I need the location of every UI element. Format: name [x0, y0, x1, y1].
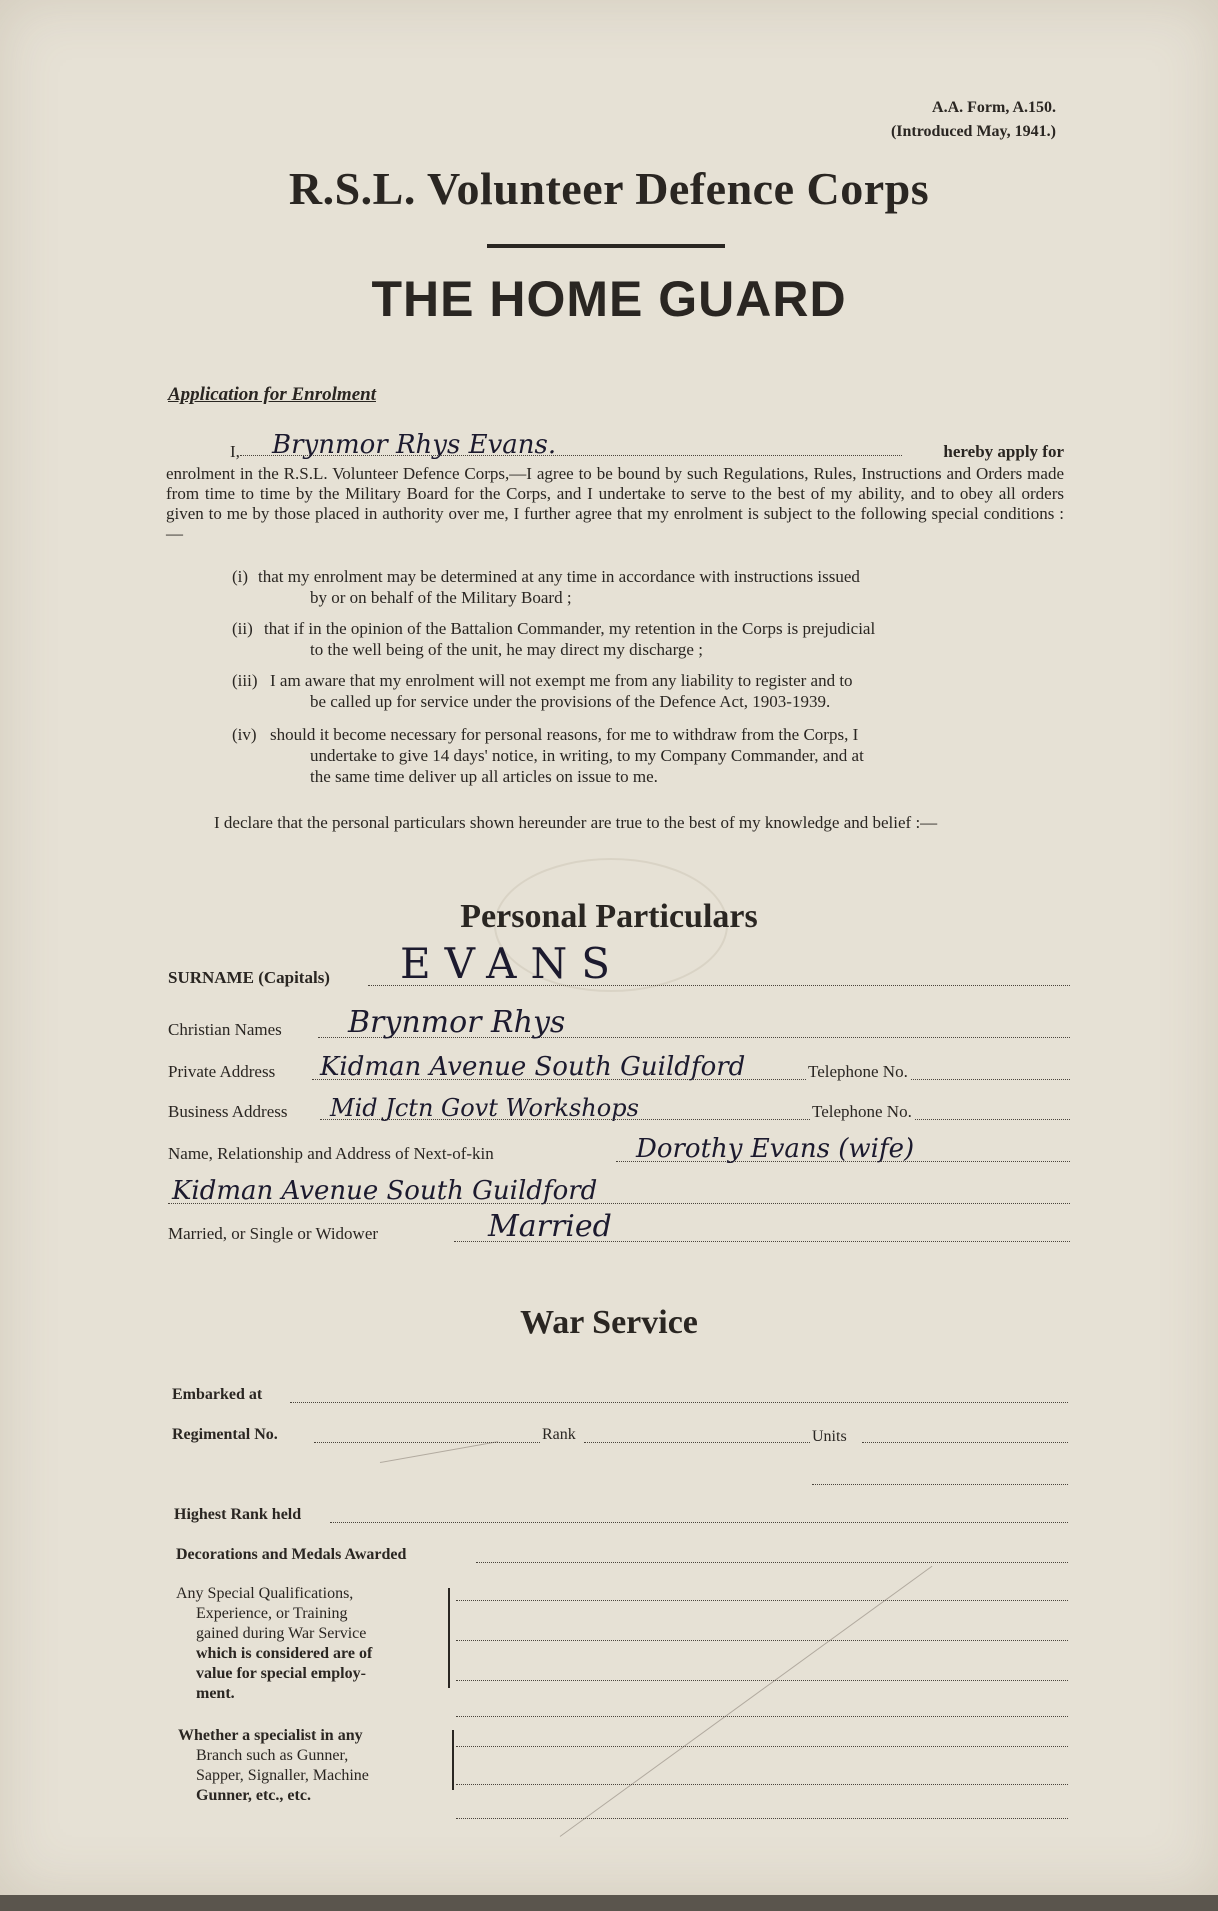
form-introduced: (Introduced May, 1941.): [890, 123, 1056, 140]
application-heading: Application for Enrolment: [168, 384, 376, 405]
decorations-label: Decorations and Medals Awarded: [176, 1546, 407, 1563]
rank-label: Rank: [542, 1426, 576, 1443]
surname-field[interactable]: SURNAME (Capitals) EVANS: [168, 966, 1070, 992]
regimental-line[interactable]: [314, 1442, 540, 1443]
units-line-2[interactable]: [812, 1484, 1068, 1485]
pen-stroke: [380, 1441, 498, 1463]
telephone-label-1: Telephone No.: [808, 1062, 908, 1081]
specialist-line-2[interactable]: [456, 1784, 1068, 1785]
condition-2: (ii) that if in the opinion of the Battalion Commander, my retention in the Corps is prejudicial to the well being of the unit, he may direct my discharge ;: [232, 619, 876, 659]
specialist-label: Whether a specialist in any Branch such as Gunner, Sapper, Signaller, Machine Gunner, etc., etc.: [178, 1727, 369, 1804]
decorations-line[interactable]: [476, 1562, 1068, 1563]
war-service-heading: War Service: [520, 1304, 698, 1341]
units-line[interactable]: [862, 1442, 1068, 1443]
rank-line[interactable]: [584, 1442, 810, 1443]
table-surface: [0, 1895, 1218, 1911]
regimental-label: Regimental No.: [172, 1426, 278, 1443]
qualifications-line-4[interactable]: [456, 1716, 1068, 1717]
pen-stroke-diagonal: [560, 1566, 933, 1837]
surname-value: EVANS: [400, 939, 624, 988]
applicant-name-handwritten: Brynmor Rhys Evans.: [272, 430, 557, 460]
telephone-label-2: Telephone No.: [812, 1102, 912, 1121]
business-address-value: Mid Jctn Govt Workshops: [330, 1094, 639, 1122]
highest-rank-label: Highest Rank held: [174, 1506, 302, 1523]
specialist-line-1[interactable]: [456, 1746, 1068, 1747]
qualifications-line-3[interactable]: [456, 1680, 1068, 1681]
corps-title: R.S.L. Volunteer Defence Corps: [288, 163, 930, 214]
form-number: A.A. Form, A.150.: [932, 99, 1056, 116]
highest-rank-line[interactable]: [330, 1522, 1068, 1523]
form-reference: [891, 96, 1056, 144]
next-of-kin-address-value: Kidman Avenue South Guildford: [172, 1176, 598, 1206]
business-address-field[interactable]: Business Address Mid Jctn Govt Workshops Telephone No.: [168, 1100, 1070, 1126]
applicant-line: [166, 430, 1064, 464]
marital-status-value: Married: [488, 1209, 612, 1244]
private-address-field[interactable]: Private Address Kidman Avenue South Guildford Telephone No.: [168, 1060, 1070, 1086]
next-of-kin-address-field[interactable]: [168, 1176, 1070, 1210]
embarked-line[interactable]: [290, 1402, 1068, 1403]
home-guard-title: THE HOME GUARD: [371, 271, 847, 327]
applicant-prefix: I,: [230, 442, 240, 461]
condition-3: (iii) I am aware that my enrolment will not exempt me from any liability to register and to be called up for service under the provisions of the Defence Act, 1903-1939.: [232, 671, 853, 711]
qualifications-line-2[interactable]: [456, 1640, 1068, 1641]
christian-names-field[interactable]: Christian Names Brynmor Rhys: [168, 1018, 1070, 1044]
condition-4: (iv) should it become necessary for personal reasons, for me to withdraw from the Corps, I undertake to give 14 days' notice, in writing, to my Company Commander, and at the same time deliver up all articles on issue to me.: [232, 725, 864, 786]
condition-1: (i) that my enrolment may be determined at any time in accordance with instructions issued by or on behalf of the Military Board ;: [232, 567, 860, 607]
next-of-kin-value: Dorothy Evans (wife): [636, 1134, 915, 1164]
qualifications-brace: [440, 1588, 450, 1688]
units-label: Units: [812, 1428, 847, 1445]
qualifications-line-1[interactable]: [456, 1600, 1068, 1601]
qualifications-label: Any Special Qualifications, Experience, or Training gained during War Service which is considered are of value for special employ- ment.: [176, 1585, 373, 1702]
applicant-suffix: hereby apply for: [943, 442, 1064, 461]
specialist-brace: [444, 1730, 454, 1790]
declaration: I declare that the personal particulars shown hereunder are true to the best of my knowledge and belief :—: [214, 813, 938, 832]
christian-names-value: Brynmor Rhys: [348, 1005, 566, 1040]
personal-particulars-heading: Personal Particulars: [460, 898, 758, 935]
private-address-value: Kidman Avenue South Guildford: [320, 1052, 746, 1082]
marital-status-field[interactable]: Married, or Single or Widower Married: [168, 1222, 1070, 1248]
embarked-label: Embarked at: [172, 1386, 263, 1403]
title-divider: [487, 244, 725, 248]
specialist-line-3[interactable]: [456, 1818, 1068, 1819]
enrolment-paragraph: enrolment in the R.S.L. Volunteer Defence Corps,—I agree to be bound by such Regulations, Rules, Instructions and Orders made from time to time by the Military Board for the Corps, and I undertake to serve to the best of my ability, and to obey all orders given to me by those placed in authority over me, I further agree that my enrolment is subject to the following special conditions :—: [166, 464, 1064, 543]
next-of-kin-field[interactable]: Name, Relationship and Address of Next-of-kin Dorothy Evans (wife): [168, 1142, 1070, 1168]
